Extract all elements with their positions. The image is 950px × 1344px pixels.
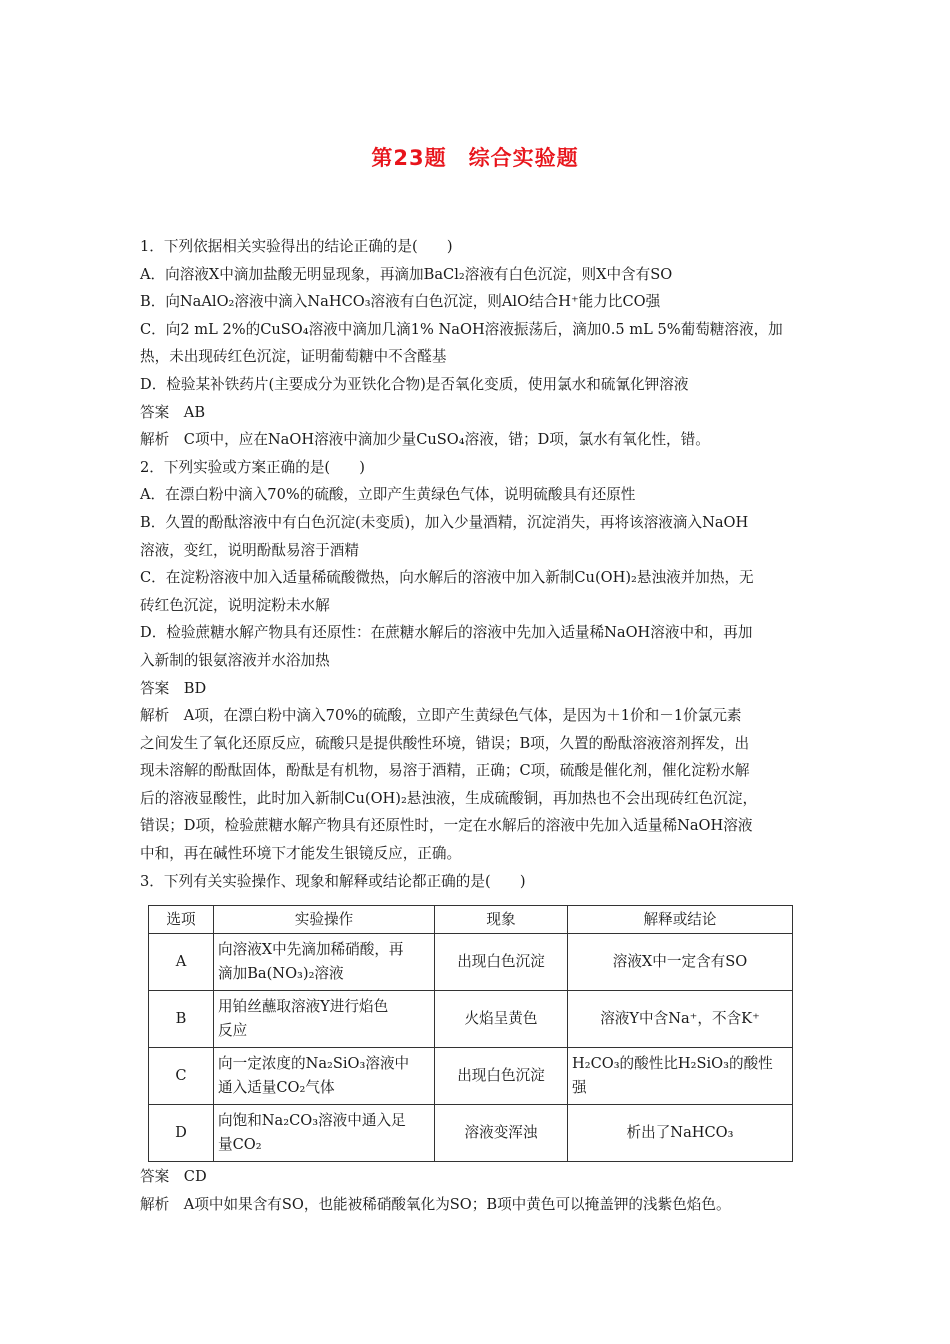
table-row	[149, 934, 793, 991]
q1-analysis: 解析 C项中，应在NaOH溶液中滴加少量CuSO₄溶液，错；D项，氯水有氧化性，错。	[140, 431, 710, 449]
row-phenomenon: 出现白色沉淀	[435, 934, 568, 991]
row-conclusion: 析出了NaHCO₃	[568, 1105, 793, 1162]
q2-option-d-line2: 入新制的银氨溶液并水浴加热	[140, 651, 330, 669]
header-operation: 实验操作	[214, 906, 435, 934]
q1-option-c-line2: 热，未出现砖红色沉淀，证明葡萄糖中不含醛基	[140, 348, 447, 366]
header-conclusion: 解释或结论	[568, 906, 793, 934]
row-operation	[214, 991, 435, 1048]
q2-answer: 答案 BD	[140, 679, 207, 697]
q1-answer: 答案 AB	[140, 403, 206, 421]
table-row	[149, 1105, 793, 1162]
row-phenomenon: 出现白色沉淀	[435, 1048, 568, 1105]
header-phenomenon: 现象	[435, 906, 568, 934]
q3-table	[148, 905, 793, 1162]
q2-option-b-line1: B．久置的酚酞溶液中有白色沉淀(未变质)，加入少量酒精，沉淀消失，再将该溶液滴入NaOH	[140, 513, 749, 531]
operation-line1: 向一定浓度的Na₂SiO₃溶液中	[218, 1055, 410, 1072]
operation-line1: 向饱和Na₂CO₃溶液中通入足	[218, 1112, 406, 1129]
operation-line1: 用铂丝蘸取溶液Y进行焰色	[218, 998, 389, 1015]
row-phenomenon: 溶液变浑浊	[435, 1105, 568, 1162]
row-conclusion	[568, 1048, 793, 1105]
operation-line2: 量CO₂	[218, 1136, 262, 1153]
row-conclusion: 溶液Y中含Na⁺，不含K⁺	[568, 991, 793, 1048]
q3-analysis: 解析 A项中如果含有SO，也能被稀硝酸氧化为SO；B项中黄色可以掩盖钾的浅紫色焰色。	[140, 1195, 731, 1213]
q2-analysis-line6: 中和，再在碱性环境下才能发生银镜反应，正确。	[140, 845, 462, 863]
table-header-row	[149, 906, 793, 934]
conclusion-line1: H₂CO₃的酸性比H₂SiO₃的酸性	[572, 1055, 773, 1072]
q2-analysis-line4: 后的溶液显酸性，此时加入新制Cu(OH)₂悬浊液，生成硫酸铜，再加热也不会出现砖红色沉淀，	[140, 789, 758, 807]
q2-stem: 2．下列实验或方案正确的是( )	[140, 458, 365, 476]
q3-answer: 答案 CD	[140, 1168, 207, 1185]
header-option: 选项	[149, 906, 214, 934]
q2-option-b-line2: 溶液，变红，说明酚酞易溶于酒精	[140, 541, 359, 559]
table-row	[149, 1048, 793, 1105]
operation-line1: 向溶液X中先滴加稀硝酸，再	[218, 941, 404, 958]
q2-analysis-line1: 解析 A项，在漂白粉中滴入70%的硫酸，立即产生黄绿色气体，是因为＋1价和－1价氯元素	[140, 707, 742, 725]
operation-line2: 反应	[218, 1022, 248, 1039]
q3-answer-block	[140, 1163, 812, 1218]
q2-option-c-line2: 砖红色沉淀，说明淀粉未水解	[140, 596, 330, 614]
row-option: B	[149, 991, 214, 1048]
row-option: D	[149, 1105, 214, 1162]
page-title: 第23题 综合实验题	[371, 146, 579, 170]
row-operation	[214, 1105, 435, 1162]
q2-option-c-line1: C．在淀粉溶液中加入适量稀硫酸微热，向水解后的溶液中加入新制Cu(OH)₂悬浊液并加热，无	[140, 569, 754, 587]
q2-option-d-line1: D．检验蔗糖水解产物具有还原性：在蔗糖水解后的溶液中先加入适量稀NaOH溶液中和，再加	[140, 624, 753, 642]
row-conclusion: 溶液X中一定含有SO	[568, 934, 793, 991]
q2-analysis-line5: 错误；D项，检验蔗糖水解产物具有还原性时，一定在水解后的溶液中先加入适量稀NaOH溶液	[140, 817, 753, 835]
row-operation	[214, 1048, 435, 1105]
q1-stem: 1．下列依据相关实验得出的结论正确的是( )	[140, 238, 453, 255]
row-phenomenon: 火焰呈黄色	[435, 991, 568, 1048]
q2-analysis-line2: 之间发生了氧化还原反应，硫酸只是提供酸性环境，错误；B项，久置的酚酞溶液溶剂挥发，出	[140, 734, 750, 752]
table-row	[149, 991, 793, 1048]
q1-option-a: A．向溶液X中滴加盐酸无明显现象，再滴加BaCl₂溶液有白色沉淀，则X中含有SO	[140, 265, 673, 283]
operation-line2: 通入适量CO₂气体	[218, 1079, 335, 1096]
questions-1-2	[140, 233, 812, 895]
q1-option-b: B．向NaAlO₂溶液中滴入NaHCO₃溶液有白色沉淀，则AlO结合H⁺能力比CO强	[140, 293, 661, 311]
operation-line2: 滴加Ba(NO₃)₂溶液	[218, 965, 344, 982]
row-option: A	[149, 934, 214, 991]
row-operation	[214, 934, 435, 991]
q1-option-d: D．检验某补铁药片(主要成分为亚铁化合物)是否氧化变质，使用氯水和硫氰化钾溶液	[140, 375, 689, 393]
conclusion-line2: 强	[572, 1079, 587, 1096]
q2-analysis-line3: 现未溶解的酚酞固体，酚酞是有机物，易溶于酒精，正确；C项，硫酸是催化剂，催化淀粉水解	[140, 762, 750, 780]
q3-stem: 3．下列有关实验操作、现象和解释或结论都正确的是( )	[140, 872, 526, 890]
row-option: C	[149, 1048, 214, 1105]
q2-option-a: A．在漂白粉中滴入70%的硫酸，立即产生黄绿色气体，说明硫酸具有还原性	[140, 486, 636, 504]
q1-option-c-line1: C．向2 mL 2%的CuSO₄溶液中滴加几滴1% NaOH溶液振荡后，滴加0.5 mL 5%葡萄糖溶液，加	[140, 320, 783, 338]
